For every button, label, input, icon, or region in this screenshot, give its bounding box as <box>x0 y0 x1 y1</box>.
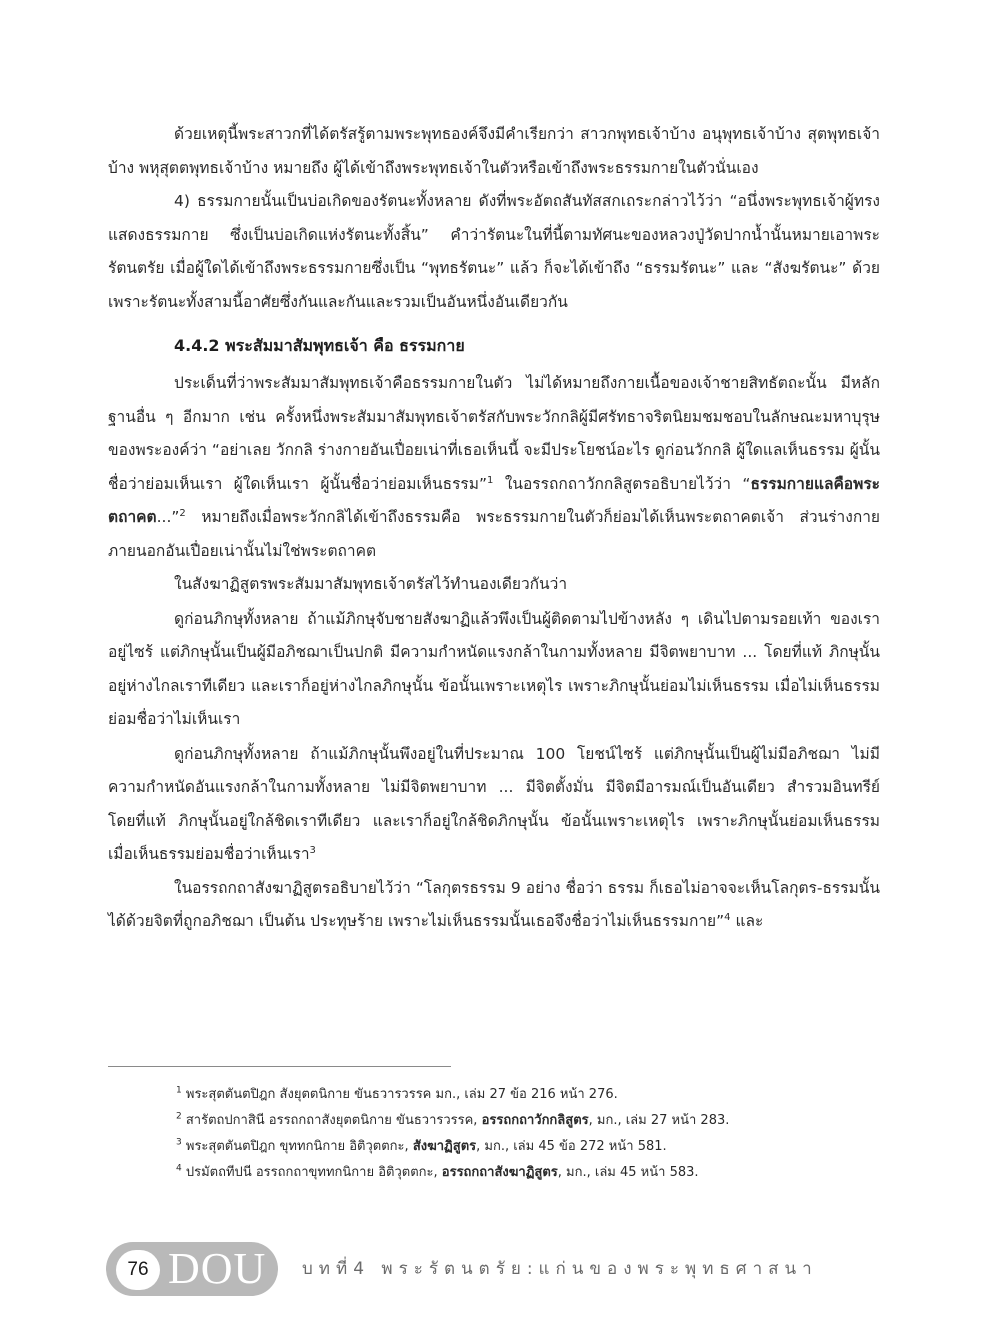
paragraph-sawaka-buddha: ด้วยเหตุนี้พระสาวกที่ได้ตรัสรู้ตามพระพุทธองค์จึงมีคำเรียกว่า สาวกพุทธเจ้าบ้าง อนุพุทธเจ้าบ้าง สุตพุทธเจ้าบ้าง พหุสุตตพุทธเจ้าบ้าง หมายถึง ผู้ได้เข้าถึงพระพุทธเจ้าในตัวหรือเข้าถึงพระธรรมกายในตัวนั่นเอง <box>108 125 880 177</box>
footnote-text: ปรมัตถทีปนี อรรถกถาขุททกนิกาย อิติวุตตกะ, <box>185 1165 442 1180</box>
footnote-divider <box>108 1066 451 1067</box>
quote-sanghati-near <box>108 738 880 872</box>
footnote-text: พระสุตตันตปิฎก ขุททกนิกาย อิติวุตตกะ, <box>185 1139 413 1154</box>
footnote-text-end: , มก., เล่ม 27 หน้า 283. <box>588 1113 730 1128</box>
page-badge <box>106 1242 278 1296</box>
paragraph-dhammakaya-ratana: 4) ธรรมกายนั้นเป็นบ่อเกิดของรัตนะทั้งหลาย ดังที่พระอัตถสันทัสสกเถระกล่าวไว้ว่า “อนึ่งพระพุทธเจ้าผู้ทรงแสดงธรรมกาย ซึ่งเป็นบ่อเกิดแห่งรัตนะทั้งสิ้น” คำว่ารัตนะในที่นี้ตามทัศนะของหลวงปู่วัดปากน้ำนั้นหมายเอาพระรัตนตรัย เมื่อผู้ใดได้เข้าถึงพระธรรมกายซึ่งเป็น “พุทธรัตนะ” แล้ว ก็จะได้เข้าถึง “ธรรมรัตนะ” และ “สังฆรัตนะ” ด้วย เพราะรัตนะทั้งสามนี้อาศัยซึ่งกันและกันและรวมเป็นอันหนึ่งอันเดียวกัน <box>108 192 880 311</box>
paragraph-sanghati-commentary <box>108 872 880 939</box>
footnote-text-end: , มก., เล่ม 45 ข้อ 272 หน้า 581. <box>476 1139 667 1154</box>
footnote-text-end: , มก., เล่ม 45 หน้า 583. <box>557 1165 699 1180</box>
paragraph-sanghati-intro: ในสังฆาฏิสูตรพระสัมมาสัมพุทธเจ้าตรัสไว้ทำนองเดียวกันว่า <box>174 575 568 593</box>
footnotes <box>176 1082 896 1186</box>
quote-sanghati-far: ดูก่อนภิกษุทั้งหลาย ถ้าแม้ภิกษุจับชายสังฆาฏิแล้วพึงเป็นผู้ติดตามไปข้างหลัง ๆ เดินไปตามรอยเท้า ของเราอยู่ไซร้ แต่ภิกษุนั้นเป็นผู้มีอภิชฌาเป็นปกติ มีความกำหนัดแรงกล้าในกามทั้งหลาย มีจิตพยาบาท ... โดยที่แท้ ภิกษุนั้นอยู่ห่างไกลเราทีเดียว และเราก็อยู่ห่างไกลภิกษุนั้น ข้อนั้นเพราะเหตุไร เพราะภิกษุนั้นย่อมไม่เห็นธรรม เมื่อไม่เห็นธรรมย่อมชื่อว่าไม่เห็นเรา <box>108 609 880 728</box>
quote-near-text: ดูก่อนภิกษุทั้งหลาย ถ้าแม้ภิกษุนั้นพึงอยู่ในที่ประมาณ 100 โยชน์ไซร้ แต่ภิกษุนั้นเป็นผู้ไม่มีอภิชฌา ไม่มีความกำหนัดอันแรงกล้าในกามทั้งหลาย ไม่มีจิตพยาบาท ... มีจิตตั้งมั่น มีจิตมีอารมณ์เป็นอันเดียว สำรวมอินทรีย์โดยที่แท้ ภิกษุนั้นอยู่ใกล้ชิดเราทีเดียว และเราก็อยู่ใกล้ชิดภิกษุนั้น ข้อนั้นเพราะเหตุไร เพราะภิกษุนั้นย่อมเห็นธรรม เมื่อเห็นธรรมย่อมชื่อว่าเห็นเรา <box>108 744 880 863</box>
vakkali-text-1: ประเด็นที่ว่าพระสัมมาสัมพุทธเจ้าคือธรรมกายในตัว ไม่ได้หมายถึงกายเนื้อของเจ้าชายสิทธัตถะนั้น มีหลักฐานอื่น ๆ อีกมาก เช่น ครั้งหนึ่งพระสัมมาสัมพุทธเจ้าตรัสกับพระวักกลิผู้มีศรัทธาจริตนิยมชมชอบในลักษณะมหาบุรุษของพระองค์ว่า “อย่าเลย วักกลิ ร่างกายอันเปื่อยเน่าที่เธอเห็นนี้ จะมีประโยชน์อะไร ดูก่อนวักกลิ ผู้ใดแลเห็นธรรม ผู้นั้นชื่อว่าย่อมเห็นเรา ผู้ใดเห็นเรา ผู้นั้นชื่อว่าย่อมเห็นธรรม” <box>108 374 880 493</box>
footnote-ref-4: 4 <box>724 911 731 923</box>
footnote-number: 1 <box>176 1085 182 1096</box>
footnote-number: 4 <box>176 1163 182 1174</box>
page-body <box>108 118 880 939</box>
section-heading: 4.4.2 พระสัมมาสัมพุทธเจ้า คือ ธรรมกาย <box>174 336 465 355</box>
footnote-number: 2 <box>176 1111 182 1122</box>
footnote-ref-3: 3 <box>309 844 316 856</box>
commentary-text-1: ในอรรถกถาสังฆาฏิสูตรอธิบายไว้ว่า “โลกุตรธรรม 9 อย่าง ชื่อว่า ธรรม ก็เธอไม่อาจจะเห็นโลกุตร-ธรรมนั้นได้ด้วยจิตที่ถูกอภิชฌา เป็นต้น ประทุษร้าย เพราะไม่เห็นธรรมนั้นเธอจึงชื่อว่าไม่เห็นธรรมกาย” <box>108 878 880 930</box>
footnote-ref-1: 1 <box>486 474 494 486</box>
footnote-4 <box>176 1160 896 1186</box>
vakkali-bold-quote: ธรรมกายแลคือพระตถาคต <box>108 474 880 526</box>
footnote-text: พระสุตตันตปิฎก สังยุตตนิกาย ขันธวารวรรค มก., เล่ม 27 ข้อ 216 หน้า 276. <box>185 1087 618 1102</box>
footnote-text: สารัตถปกาสินี อรรถกถาสังยุตตนิกาย ขันธวารวรรค, <box>185 1113 482 1128</box>
commentary-text-2: และ <box>730 912 764 930</box>
footnote-ref-2: 2 <box>179 507 186 519</box>
chapter-title: บทที่4 พระรัตนตรัย:แก่นของพระพุทธศาสนา <box>302 1259 818 1279</box>
footnote-2 <box>176 1108 896 1134</box>
paragraph-vakkali <box>108 367 880 568</box>
page-number: 76 <box>116 1250 160 1290</box>
footnote-3 <box>176 1134 896 1160</box>
page-footer <box>106 1240 896 1298</box>
footnote-1 <box>176 1082 896 1108</box>
footnote-number: 3 <box>176 1137 182 1148</box>
vakkali-text-2: ในอรรถกถาวักกลิสูตรอธิบายไว้ว่า “ <box>493 474 751 493</box>
footnote-bold: อรรถกถาสังฆาฏิสูตร <box>441 1165 558 1180</box>
dou-logo: DOU <box>168 1244 267 1293</box>
vakkali-text-3: ...” <box>156 508 180 526</box>
vakkali-text-4: หมายถึงเมื่อพระวักกลิได้เข้าถึงธรรมคือ พระธรรมกายในตัวก็ย่อมได้เห็นพระตถาคตเจ้า ส่วนร่างกายภายนอกอันเปื่อยเน่านั้นไม่ใช่พระตถาคต <box>108 508 880 560</box>
footnote-bold: สังฆาฏิสูตร <box>412 1139 477 1154</box>
footnote-bold: อรรถกถาวักกลิสูตร <box>481 1113 589 1128</box>
